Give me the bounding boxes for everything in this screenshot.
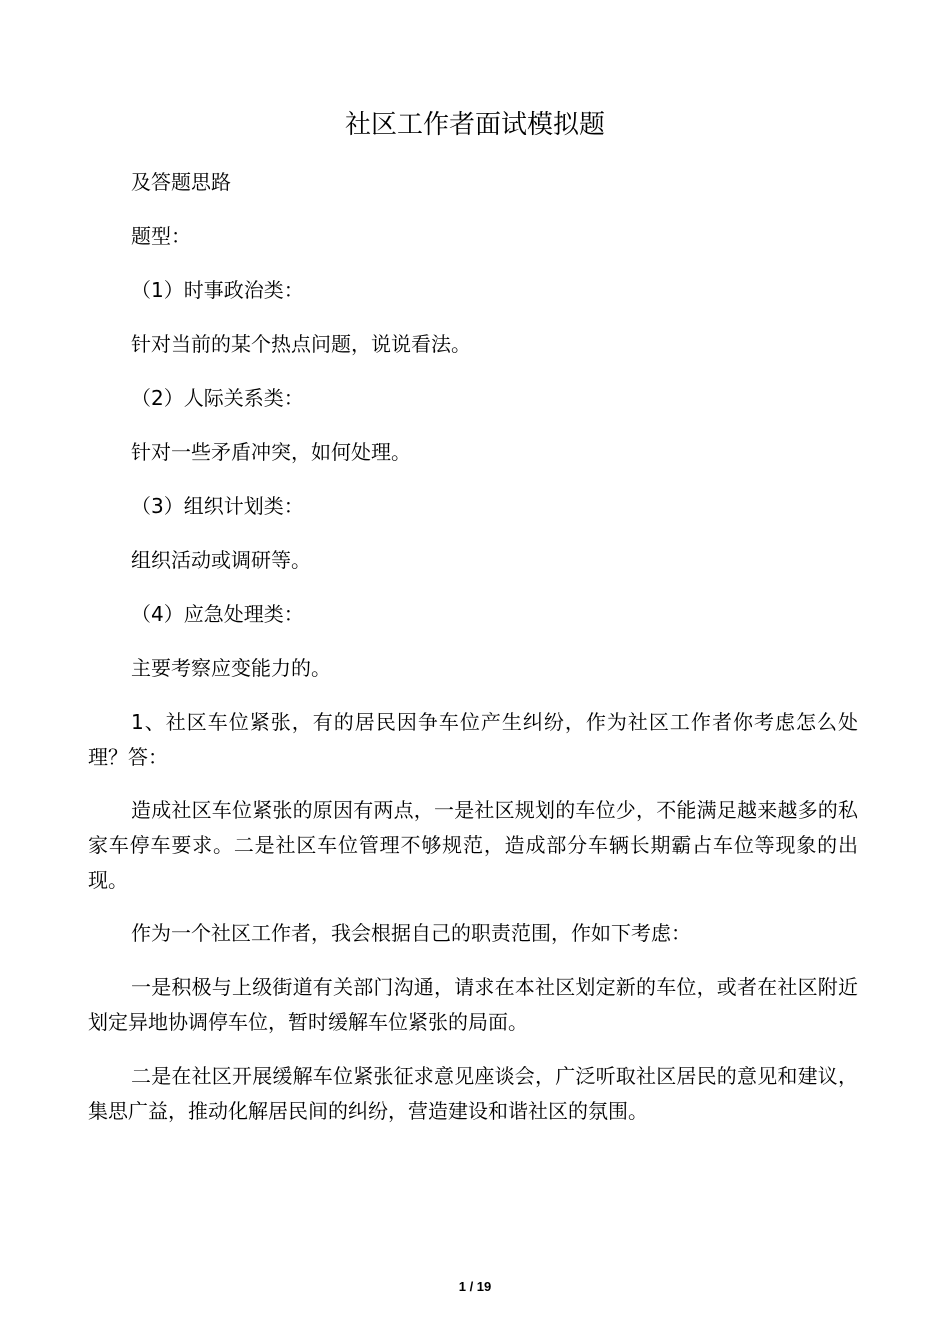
paragraph-answer-point-1: 一是积极与上级街道有关部门沟通，请求在本社区划定新的车位，或者在社区附近划定异地协调停车位，暂时缓解车位紧张的局面。 — [88, 975, 858, 1034]
paragraph-answer-cause: 造成社区车位紧张的原因有两点，一是社区规划的车位少，不能满足越来越多的私家车停车要求。二是社区车位管理不够规范，造成部分车辆长期霸占车位等现象的出现。 — [88, 798, 858, 892]
paragraph-answer-intro: 作为一个社区工作者，我会根据自己的职责范围，作如下考虑： — [131, 921, 691, 945]
paragraph-type-2: （2）人际关系类： — [131, 386, 304, 410]
paragraph-type-2-desc: 针对一些矛盾冲突，如何处理。 — [131, 440, 411, 464]
paragraph-type-4: （4）应急处理类： — [131, 602, 304, 626]
paragraph-type-3-desc: 组织活动或调研等。 — [131, 548, 311, 572]
paragraph-type-1: （1）时事政治类： — [131, 278, 304, 302]
paragraph-type-4-desc: 主要考察应变能力的。 — [131, 656, 331, 680]
page-number: 1 / 19 — [458, 1279, 492, 1294]
paragraph-question-types-heading: 题型： — [131, 224, 191, 248]
paragraph-type-1-desc: 针对当前的某个热点问题，说说看法。 — [131, 332, 471, 356]
paragraph-subtitle: 及答题思路 — [131, 170, 231, 194]
paragraph-answer-point-2: 二是在社区开展缓解车位紧张征求意见座谈会，广泛听取社区居民的意见和建议，集思广益，推动化解居民间的纠纷，营造建设和谐社区的氛围。 — [88, 1064, 858, 1123]
paragraph-question-1: 1、社区车位紧张，有的居民因争车位产生纠纷，作为社区工作者你考虑怎么处理？答： — [88, 710, 858, 769]
document-title: 社区工作者面试模拟题 — [344, 110, 605, 140]
paragraph-type-3: （3）组织计划类： — [131, 494, 304, 518]
